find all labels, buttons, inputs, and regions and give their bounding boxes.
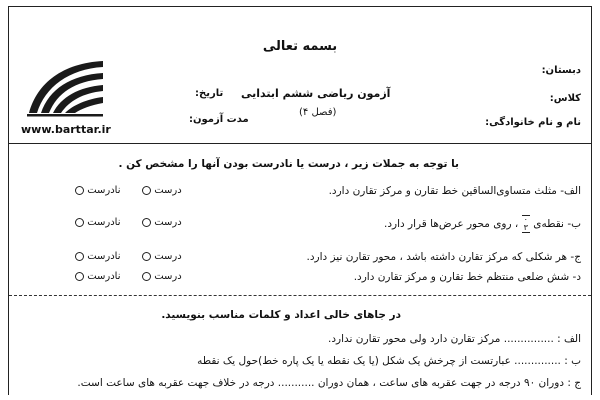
section1-instruction: با توجه به جملات زیر ، درست یا نادرست بودن آنها را مشخص کن . — [118, 158, 459, 170]
barttar-logo-icon — [23, 53, 105, 117]
school-label: دبستان: — [541, 65, 581, 76]
duration-label: مدت آزمون: — [189, 114, 249, 125]
tf-true-option-c[interactable]: درست — [142, 251, 182, 262]
tf-question-d: د- شش ضلعی منتظم خط تقارن و مرکز تقارن دارد. — [353, 271, 581, 283]
tf-true-option-d[interactable]: درست — [142, 271, 182, 282]
fill-line-a: الف : ............... مرکز تقارن دارد ولی محور تقارن ندارد. — [328, 333, 581, 345]
radio-circle-icon[interactable] — [75, 272, 84, 281]
radio-circle-icon[interactable] — [75, 186, 84, 195]
radio-circle-icon[interactable] — [142, 252, 151, 261]
tf-question-b: ب- نقطه‌ی ۰ ۳ ، روی محور عرض‌ها قرار دارد. — [383, 215, 581, 232]
header-divider — [9, 143, 591, 144]
section-divider — [9, 295, 591, 296]
section2-instruction: در جاهای خالی اعداد و کلمات مناسب بنویسید. — [161, 309, 401, 321]
tf-question-a: الف- مثلث متساوی‌الساقین خط تقارن و مرکز تقارن دارد. — [328, 185, 581, 197]
coordinate-vector: ۰ ۳ — [523, 215, 528, 232]
website-url: www.barttar.ir — [21, 123, 111, 136]
radio-circle-icon[interactable] — [75, 218, 84, 227]
exam-sheet — [8, 6, 592, 395]
radio-circle-icon[interactable] — [142, 186, 151, 195]
tf-false-option-d[interactable]: نادرست — [75, 271, 121, 282]
tf-true-option-b[interactable]: درست — [142, 217, 182, 228]
name-label: نام و نام خانوادگی: — [485, 117, 581, 128]
class-label: کلاس: — [549, 93, 581, 104]
tf-question-c: ج- هر شکلی که مرکز تقارن داشته باشد ، محور تقارن نیز دارد. — [306, 251, 581, 263]
radio-circle-icon[interactable] — [142, 218, 151, 227]
tf-false-option-a[interactable]: نادرست — [75, 185, 121, 196]
tf-false-option-c[interactable]: نادرست — [75, 251, 121, 262]
page-title: بسمه تعالی — [262, 39, 338, 54]
fill-line-b: ب : .............. عبارتست از چرخش یک شکل (یا یک نقطه یا یک پاره خط)حول یک نقطه — [197, 355, 581, 367]
chapter-label: (فصل ۴) — [299, 107, 337, 118]
radio-circle-icon[interactable] — [75, 252, 84, 261]
fill-line-c: ج : دوران ۹۰ درجه در جهت عقربه های ساعت ، همان دوران ........... درجه در خلاف جهت عقربه های ساعت است. — [77, 377, 581, 389]
exam-title: آزمون ریاضی ششم ابتدایی — [241, 87, 391, 100]
tf-false-option-b[interactable]: نادرست — [75, 217, 121, 228]
tf-true-option-a[interactable]: درست — [142, 185, 182, 196]
date-label: تاریخ: — [195, 88, 224, 99]
radio-circle-icon[interactable] — [142, 272, 151, 281]
